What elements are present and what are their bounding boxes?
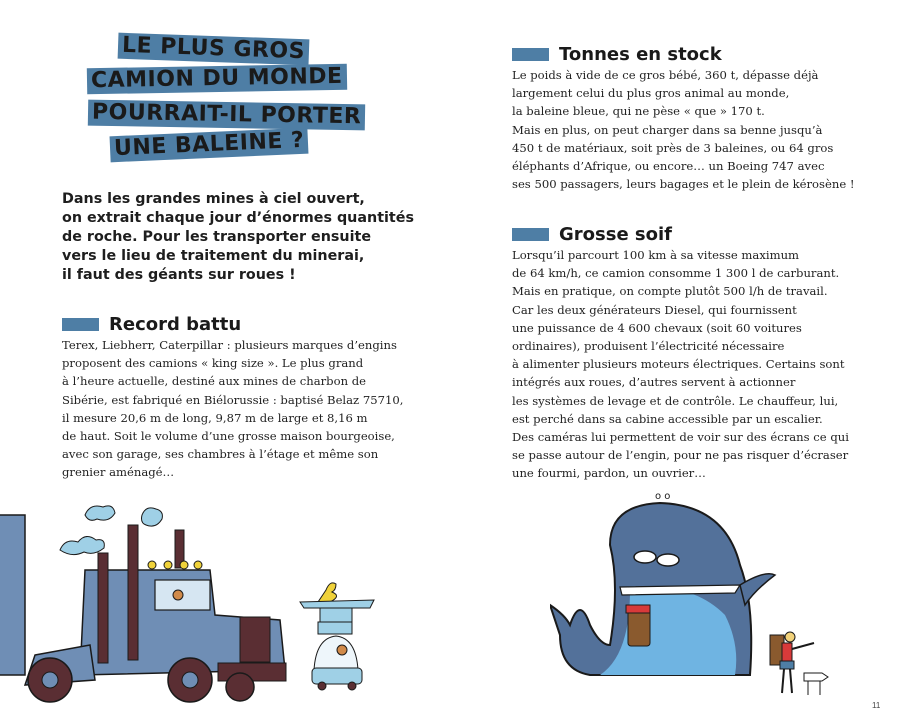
suitcase <box>320 608 352 622</box>
hiker-illustration <box>762 625 832 705</box>
hiker-head <box>785 632 795 642</box>
hiker-shorts <box>780 661 794 669</box>
text-line: la baleine bleue, qui ne pèse « que » 170 t. <box>512 104 765 119</box>
text-line: proposent des camions « king size ». Le plus grand <box>62 356 364 371</box>
whale-eye <box>657 554 679 566</box>
intro-line: vers le lieu de traitement du minerai, <box>62 248 365 264</box>
text-line: est perché dans sa cabine accessible par un escalier. <box>512 411 823 426</box>
hiker-shirt <box>782 643 792 661</box>
text-line: il mesure 20,6 m de long, 9,87 m de large et 8,16 m <box>62 410 368 425</box>
car-body <box>312 668 362 684</box>
text-line: 450 t de matériaux, soit près de 3 baleines, ou 64 gros <box>512 140 834 155</box>
text-line: à l’heure actuelle, destiné aux mines de charbon de <box>62 374 367 389</box>
section-title: Tonnes en stock <box>559 44 722 65</box>
text-line: largement celui du plus gros animal au monde, <box>512 86 790 101</box>
section-body-record <box>62 336 403 482</box>
wheel <box>226 673 254 701</box>
section-body-tonnes <box>512 66 855 193</box>
trailer <box>0 515 25 675</box>
duck-icon <box>318 583 337 602</box>
text-line: Car les deux générateurs Diesel, qui fournissent <box>512 302 797 317</box>
truck-illustration <box>0 495 300 710</box>
wheel <box>348 682 356 690</box>
wheel <box>318 682 326 690</box>
section-heading-tonnes <box>512 44 722 65</box>
text-line: avec son garage, ses chambres à l’étage et même son <box>62 447 379 462</box>
section-bar <box>62 318 99 331</box>
exhaust-pipe <box>128 525 138 660</box>
text-line: ses 500 passagers, leurs bagages et le plein de kérosène ! <box>512 177 855 192</box>
text-line: à alimenter plusieurs moteurs électriques. Certains sont <box>512 357 845 372</box>
whale-teeth <box>620 585 740 595</box>
text-line: Mais en plus, on peut charger dans sa benne jusqu’à <box>512 122 823 137</box>
section-bar <box>512 228 549 241</box>
section-body-soif <box>512 246 849 483</box>
roof-light <box>148 561 156 569</box>
backpack-roll <box>626 605 650 613</box>
driver-icon <box>337 645 347 655</box>
text-line: une fourmi, pardon, un ouvrier… <box>512 466 706 481</box>
exhaust-pipe <box>98 553 108 663</box>
intro-line: il faut des géants sur roues ! <box>62 267 296 283</box>
wheel-hub <box>182 672 198 688</box>
hiker-leg <box>782 669 784 693</box>
intro-line: de roche. Pour les transporter ensuite <box>62 229 372 245</box>
text-line: Sibérie, est fabriqué en Biélorussie : baptisé Belaz 75710, <box>62 392 404 407</box>
title-line: POURRAIT-IL PORTER <box>88 100 366 131</box>
text-line: intégrés aux roues, d’autres servent à actionner <box>512 375 796 390</box>
text-line: Des caméras lui permettent de voir sur des écrans ce qui <box>512 430 849 445</box>
title-line: UNE BALEINE ? <box>110 128 309 163</box>
grille <box>240 617 270 662</box>
driver-icon <box>173 590 183 600</box>
section-title: Record battu <box>109 314 242 335</box>
suitcase <box>318 622 352 634</box>
page-number: 11 <box>872 701 881 710</box>
small-car-illustration <box>298 580 378 700</box>
roof-light <box>164 561 172 569</box>
text-line: les systèmes de levage et de contrôle. Le chauffeur, lui, <box>512 393 839 408</box>
intro-line: on extrait chaque jour d’énormes quantités <box>62 210 414 226</box>
hiker-leg <box>790 669 792 693</box>
signpost <box>804 673 828 681</box>
hiker-arm <box>792 643 814 649</box>
smoke-cloud <box>142 508 163 526</box>
title-line: CAMION DU MONDE <box>87 64 347 95</box>
text-line: Lorsqu’il parcourt 100 km à sa vitesse maximum <box>512 248 800 262</box>
text-line: de 64 km/h, ce camion consomme 1 300 l de carburant. <box>512 266 840 281</box>
text-line: de haut. Soit le volume d’une grosse maison bourgeoise, <box>62 429 395 444</box>
intro-paragraph <box>62 190 414 285</box>
text-line: grenier aménagé… <box>62 465 175 480</box>
roof-light <box>194 561 202 569</box>
smoke-cloud <box>60 536 104 554</box>
text-line: ordinaires), produisent l’électricité nécessaire <box>512 339 785 354</box>
text-line: se passe autour de l’engin, pour ne pas risquer d’écraser <box>512 448 849 463</box>
title-line: LE PLUS GROS <box>118 33 310 66</box>
section-bar <box>512 48 549 61</box>
text-line: Terex, Liebherr, Caterpillar : plusieurs marques d’engins <box>62 338 397 352</box>
smoke-cloud <box>85 506 115 520</box>
text-line: une puissance de 4 600 chevaux (soit 60 voitures <box>512 320 802 335</box>
roof-light <box>180 561 188 569</box>
text-line: Le poids à vide de ce gros bébé, 360 t, dépasse déjà <box>512 68 819 82</box>
section-title: Grosse soif <box>559 224 673 245</box>
wheel-hub <box>42 672 58 688</box>
backpack-icon <box>628 610 650 646</box>
whale-illustration <box>550 485 790 685</box>
surfboard <box>300 600 374 608</box>
section-heading-record <box>62 314 241 335</box>
intro-line: Dans les grandes mines à ciel ouvert, <box>62 191 365 207</box>
text-line: Mais en pratique, on compte plutôt 500 l/h de travail. <box>512 284 828 299</box>
whale-eye <box>634 551 656 563</box>
text-line: éléphants d’Afrique, ou encore… un Boeing 747 avec <box>512 159 825 174</box>
car-bubble <box>314 636 358 670</box>
sweat-drops: o o <box>655 491 671 502</box>
section-heading-soif <box>512 224 672 245</box>
